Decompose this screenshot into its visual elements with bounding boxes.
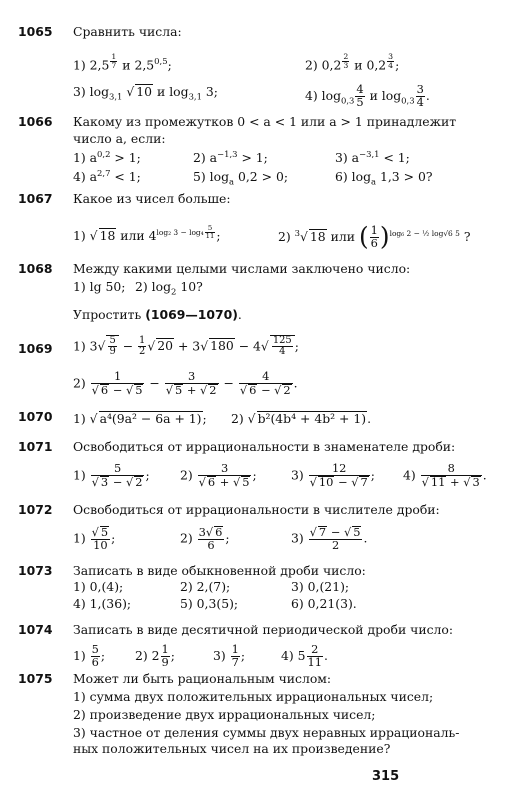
problem-number: 1067 [18,191,53,206]
problem-1071: 1071 Освободиться от иррациональности в знаменателе дроби: 1) $\frac{5}{√ 3 - √ 2}$ ; 2) $\frac{3}{√ 6 + √ 5}$ ; 3) $\frac{12}{√ 10 - √ 7}$ ; 4) $\frac{8}{√ 11 + √ 3}$ . [18,439,487,489]
list-item: 3) частное от деления суммы двух неравных иррациональ- [73,725,460,740]
problem-text: Какому из промежутков 0 < a < 1 или a > 1 принадлежит [73,114,457,129]
problem-1073: 1073 Записать в виде обыкновенной дроби число: 1) 0,(4); 2) 2,(7); 3) 0,(21); 4) 1,(36); 5) 0,3(5); 6) 0,21(3). [18,563,366,611]
problem-1070: 1070 1) √ a⁴(9a² − 6a + 1); 2) √ b²(4b⁴ + 4b² + 1). [18,409,372,426]
problem-1072: 1072 Освободиться от иррациональности в числителе дроби: 1) $\frac{√ 5}{10}$ ; 2) $\frac{3√ 6}{6}$ ; 3) $\frac{√ 7 - √ 5}{2}$ . [18,502,440,552]
problem-number: 1069 [18,341,53,356]
list-item: 1) сумма двух положительных иррациональных чисел; [73,689,434,704]
problem-text: Может ли быть рациональным числом: [73,671,332,686]
section-heading: Упростить (1069—1070). [73,307,242,322]
page-number: 315 [372,769,400,784]
problem-text: Между какими целыми числами заключено число: [73,261,411,276]
problem-1067: 1067 Какое из чисел больше: 1) √ 18 или $4^{log_2 3 - log_4 \frac{5}{11}}$ ; 2) $^3$√ 18 или ( $\frac{1}{6}$ )$^{log_6 2 - \frac{1}{2} log√6 5}$ ? [18,191,471,252]
item-4: 4) $\log_{0,3}$ $\frac{4}{5}$ и $\log_{0,3}$ $\frac{3}{4}$ . [305,82,430,109]
problem-number: 1073 [18,563,53,578]
problem-number: 1075 [18,671,53,686]
problem-number: 1072 [18,502,53,517]
problem-number: 1066 [18,114,53,129]
problem-text: Записать в виде десятичной периодической дроби число: [73,622,454,637]
item-3: 3) $\log_{3,1}$ √ 10 и $\log_{3,1} 3$; [73,84,218,102]
item-1: 1) 2,5 $^{\frac{1}{7}}$ и 2,5$^{0,5}$; [73,52,172,73]
problem-number: 1071 [18,439,53,454]
problem-1068: 1068 Между какими целыми числами заключено число: 1) lg 50; 2) $\log_2 10$? [18,261,411,297]
problem-text: Какое из чисел больше: [73,191,231,206]
problem-1075 [18,673,493,763]
problem-number: 1065 [18,24,53,39]
problem-text: Освободиться от иррациональности в числителе дроби: [73,502,440,517]
list-item: 2) произведение двух иррациональных чисел; [73,707,376,722]
problem-number: 1068 [18,261,53,276]
problem-1069: 1069 1) 3√ $\frac{5}{9}$ − $\frac{1}{2}$ √ 20 + 3√ 180 − 4√ $\frac{125}{4}$ ; 2) $\frac{1}{√ 6 - √ 5}$ − $\frac{3}{√ 5 + √ 2}$ − $\frac{4}{√ 6 - √ 2}$ . [18,335,299,397]
problem-number: 1070 [18,409,53,424]
item-2: 2) 0,2 $^{\frac{2}{3}}$ и 0,2 $^{\frac{3}{4}}$ ; [305,52,400,73]
list-item: ных положительных чисел на их произведение? [73,741,391,756]
problem-text: число a, если: [73,131,166,146]
problem-1066: 1066 Какому из промежутков 0 < a < 1 или a > 1 принадлежит число a, если: 1) $a^{0,2} > 1$; 2) $a^{-1,3} > 1$; 3) $a^{-3,1} < 1$; 4) $a^{2,7} < 1$; 5) $\log_a 0,2 > 0$; 6) $\log_a 1,3 > 0$? [18,114,457,187]
problem-number: 1074 [18,622,53,637]
problem-text: Сравнить числа: [73,24,182,39]
problem-1074: 1074 Записать в виде десятичной периодической дроби число: 1) $\frac{5}{6}$ ; 2) 2 $\frac{1}{9}$ ; 3) $\frac{1}{7}$ ; 4) 5 $\frac{2}{11}$ . [18,622,454,669]
problem-text: Освободиться от иррациональности в знаменателе дроби: [73,439,456,454]
problem-1065 [18,24,493,109]
problem-text: Записать в виде обыкновенной дроби число: [73,563,366,578]
